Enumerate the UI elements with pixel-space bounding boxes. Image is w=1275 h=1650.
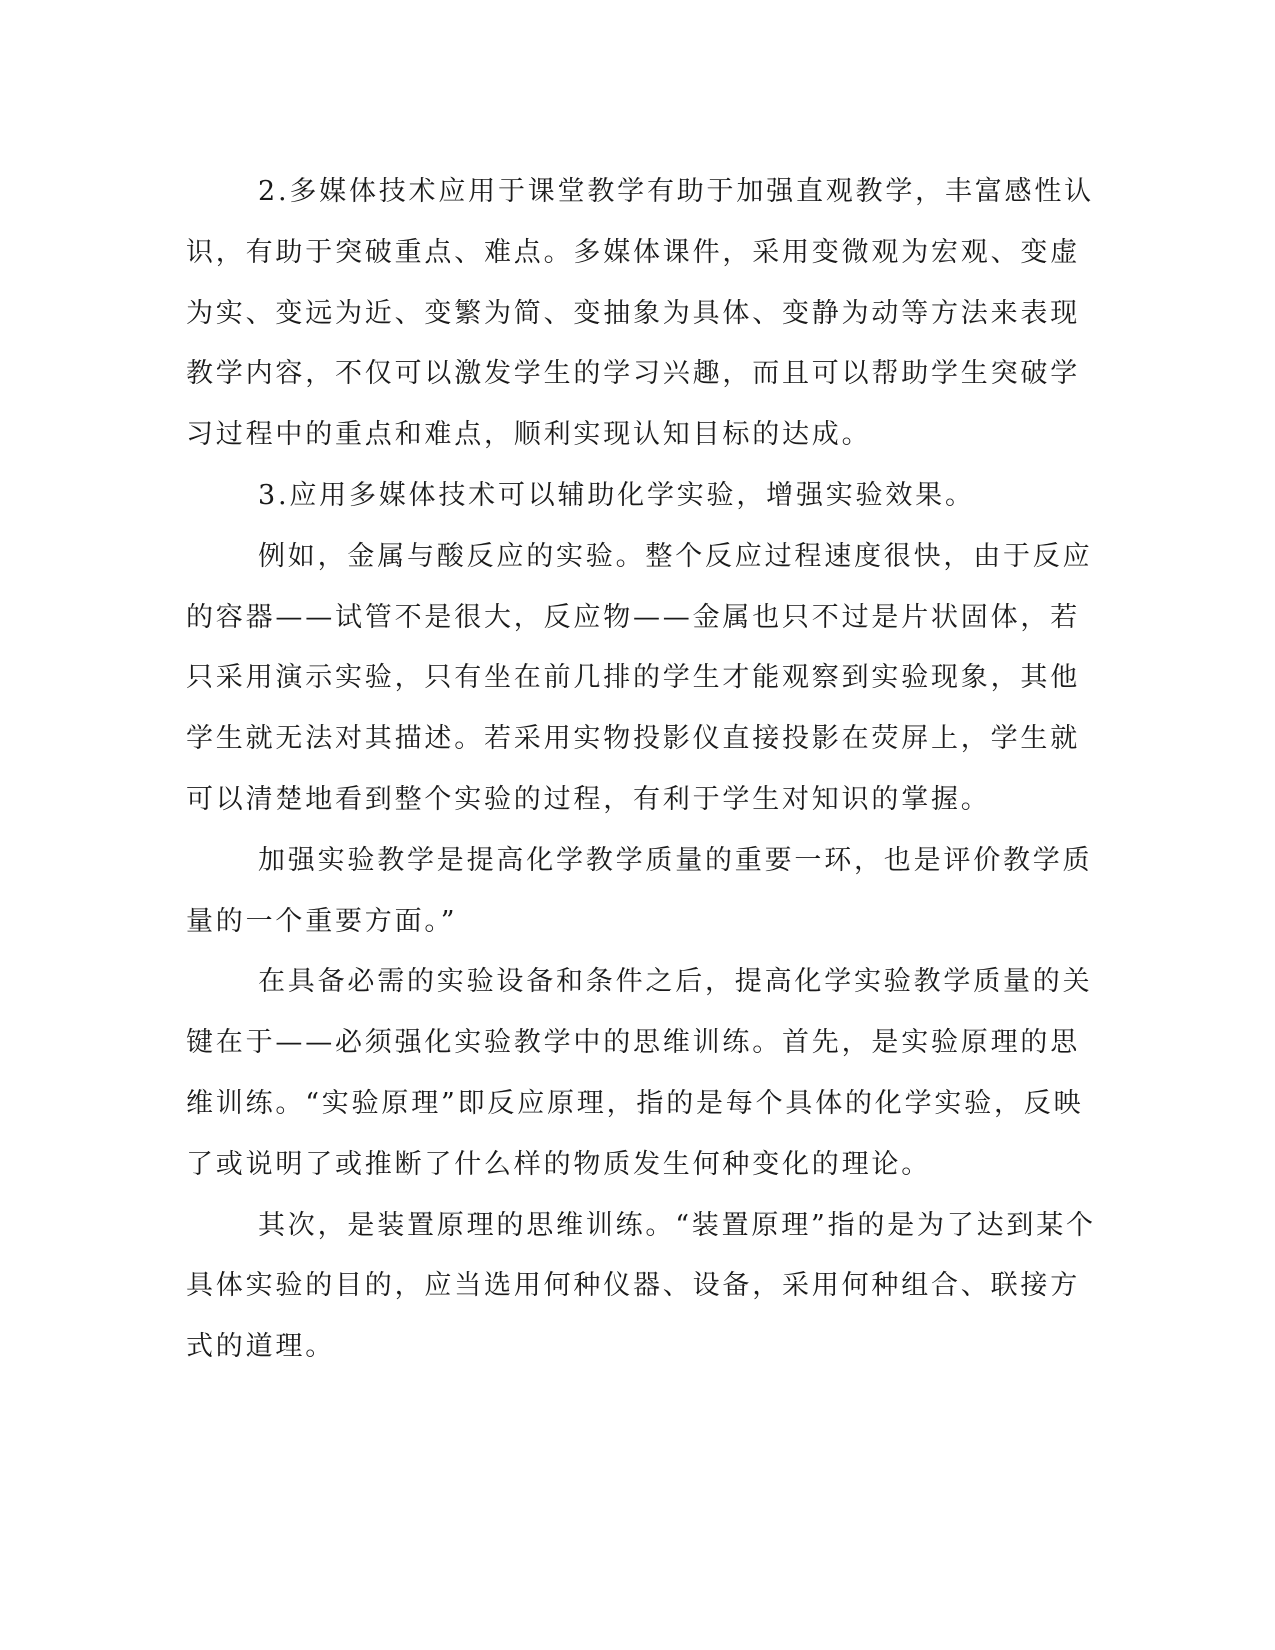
text-line: 只采用演示实验，只有坐在前几排的学生才能观察到实验现象，其他	[186, 662, 1080, 694]
text-line: 教学内容，不仅可以激发学生的学习兴趣，而且可以帮助学生突破学	[186, 358, 1080, 390]
text-line: 学生就无法对其描述。若采用实物投影仪直接投影在荧屏上，学生就	[186, 723, 1080, 755]
text-line: 的容器——试管不是很大，反应物——金属也只不过是片状固体，若	[186, 601, 1080, 633]
text-line: 了或说明了或推断了什么样的物质发生何种变化的理论。	[186, 1148, 931, 1180]
text-line: 加强实验教学是提高化学教学质量的重要一环，也是评价教学质	[258, 844, 1093, 876]
text-line: 其次，是装置原理的思维训练。“装置原理”指的是为了达到某个	[258, 1209, 1096, 1241]
text-line: 识，有助于突破重点、难点。多媒体课件，采用变微观为宏观、变虚	[186, 236, 1080, 268]
body-text	[186, 162, 1096, 1378]
text-line: 具体实验的目的，应当选用何种仪器、设备，采用何种组合、联接方	[186, 1270, 1080, 1302]
text-line: 习过程中的重点和难点，顺利实现认知目标的达成。	[186, 419, 872, 451]
text-line: 为实、变远为近、变繁为简、变抽象为具体、变静为动等方法来表现	[186, 297, 1080, 329]
text-line: 在具备必需的实验设备和条件之后，提高化学实验教学质量的关	[258, 966, 1093, 998]
text-line: 2.多媒体技术应用于课堂教学有助于加强直观教学，丰富感性认	[258, 176, 1094, 207]
text-line: 例如，金属与酸反应的实验。整个反应过程速度很快，由于反应	[258, 540, 1093, 572]
text-line: 量的一个重要方面。”	[186, 905, 458, 937]
text-line: 可以清楚地看到整个实验的过程，有利于学生对知识的掌握。	[186, 783, 991, 815]
text-line: 键在于——必须强化实验教学中的思维训练。首先，是实验原理的思	[186, 1027, 1080, 1059]
text-line: 式的道理。	[186, 1331, 335, 1363]
text-line: 3.应用多媒体技术可以辅助化学实验，增强实验效果。	[258, 479, 975, 511]
text-line: 维训练。“实验原理”即反应原理，指的是每个具体的化学实验，反映	[186, 1087, 1084, 1119]
